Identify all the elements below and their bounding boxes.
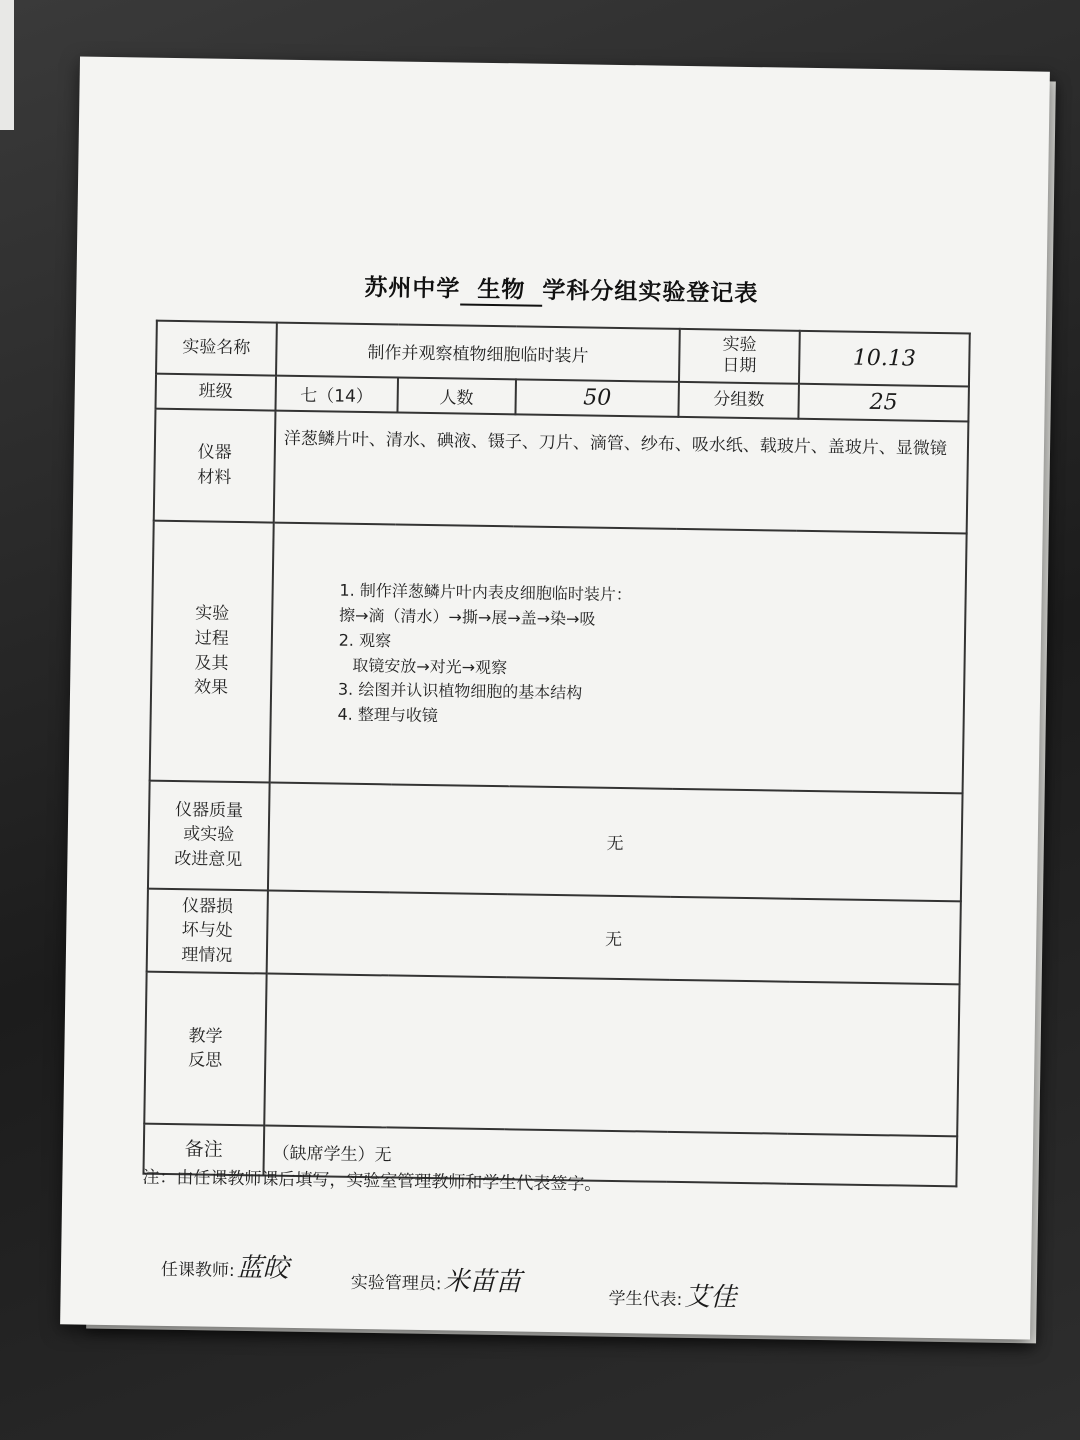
quality-label-line3: 改进意见: [174, 848, 243, 870]
adjacent-paper-edge: [0, 0, 14, 130]
damage-label-line3: 理情况: [181, 944, 233, 966]
student-signature: [608, 1275, 736, 1314]
step-3: 3. 绘图并认识植物细胞的基本结构: [337, 679, 583, 703]
title-school: 苏州中学: [364, 274, 461, 303]
materials-label: [154, 408, 276, 522]
teacher-signature: [161, 1246, 289, 1285]
count-label: 人数: [397, 377, 515, 414]
remarks-label: 备注: [143, 1124, 264, 1176]
damage-label: [147, 888, 268, 974]
title-form-name: 学科分组实验登记表: [542, 277, 759, 308]
admin-name: 米苗苗: [443, 1266, 522, 1298]
materials-label-line2: 材料: [197, 466, 232, 488]
damage-label-line1: 仪器损: [181, 895, 234, 917]
class-label: 班级: [156, 373, 276, 410]
materials-label-line1: 仪器: [197, 442, 232, 463]
quality-label-line2: 或实验: [183, 824, 235, 846]
title-subject: 生物: [460, 270, 543, 306]
experiment-name-value: 制作并观察植物细胞临时装片: [276, 323, 680, 382]
step-2: 2. 观察: [338, 630, 392, 651]
admin-signature: [351, 1259, 522, 1299]
footnote: 注：由任课教师课后填写，实验室管理教师和学生代表签字。: [142, 1167, 602, 1195]
date-label: [679, 329, 799, 383]
process-label-line4: 效果: [193, 677, 229, 699]
reflection-label-line2: 反思: [188, 1050, 223, 1072]
groups-label: 分组数: [679, 381, 799, 418]
process-label: [150, 520, 274, 782]
date-label-line2: 日期: [722, 355, 757, 377]
damage-label-line2: 坏与处: [181, 920, 233, 942]
step-1: 1. 制作洋葱鳞片叶内表皮细胞临时装片：: [339, 580, 632, 605]
quality-value: 无: [268, 782, 963, 901]
document-title: [76, 264, 1046, 314]
row-damage: [147, 888, 961, 985]
process-label-line2: 过程: [194, 628, 229, 649]
process-value: [269, 522, 966, 793]
row-materials: [154, 408, 969, 533]
reflection-label-line1: 教学: [188, 1026, 223, 1047]
step-4: 4. 整理与收镜: [337, 704, 439, 726]
damage-value: 无: [266, 890, 960, 985]
registration-form-sheet: [60, 56, 1050, 1339]
quality-label-line1: 仪器质量: [174, 799, 244, 821]
step-1-detail: 擦→滴（清水）→撕→展→盖→染→吸: [338, 605, 596, 629]
row-quality: [148, 780, 963, 901]
row-reflection: [144, 972, 959, 1137]
date-label-line1: 实验: [722, 334, 757, 356]
process-steps: [279, 578, 956, 737]
reflection-value: [264, 974, 959, 1137]
step-2-detail: 取镜安放→对光→观察: [352, 655, 508, 677]
groups-value: 25: [798, 383, 969, 421]
experiment-form-table: [142, 320, 970, 1188]
signature-area: [160, 1246, 961, 1313]
quality-label: [148, 780, 270, 890]
count-value: 50: [515, 379, 679, 417]
experiment-name-label: 实验名称: [156, 321, 277, 375]
teacher-label: 任课教师:: [160, 1259, 235, 1282]
student-label: 学生代表:: [608, 1288, 683, 1311]
teacher-name: 蓝皎: [236, 1253, 289, 1284]
process-label-line3: 及其: [194, 652, 229, 674]
student-name: 艾佳: [684, 1282, 737, 1313]
reflection-label: [144, 972, 266, 1126]
row-process: [150, 520, 967, 793]
process-label-line1: 实验: [195, 603, 230, 625]
admin-label: 实验管理员:: [350, 1272, 442, 1295]
class-value: 七（14）: [275, 375, 398, 412]
date-value: 10.13: [799, 331, 970, 386]
materials-value: 洋葱鳞片叶、清水、碘液、镊子、刀片、滴管、纱布、吸水纸、载玻片、盖玻片、显微镜: [274, 410, 969, 533]
remarks-value: （缺席学生）无: [263, 1126, 957, 1187]
